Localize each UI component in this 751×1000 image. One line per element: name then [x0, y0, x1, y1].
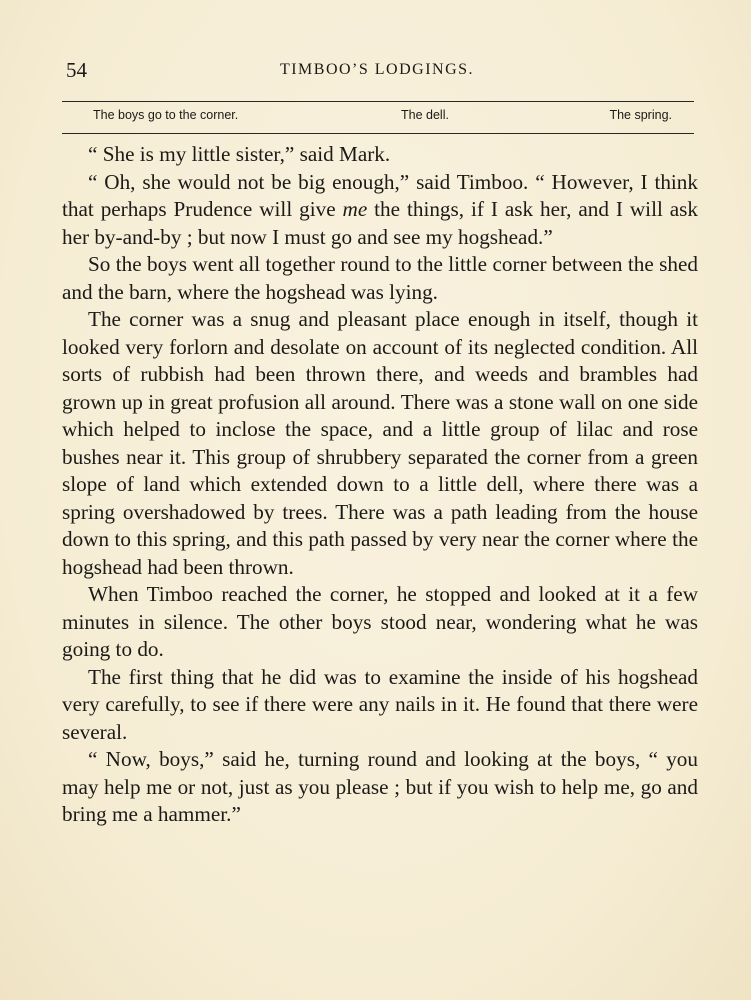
paragraph: “ Oh, she would not be big enough,” said Timboo. “ However, I think that perhaps Prudence will give me the things, if I ask her, and I will ask her by-and-by ; but now I must go and see my hogshead.” [62, 169, 699, 249]
paragraph: “ Now, boys,” said he, turning round and looking at the boys, “ you may help me or not, just as you please ; but if you wish to help me, go and bring me a hammer.” [62, 747, 698, 826]
paragraph: “ She is my little sister,” said Mark. [88, 142, 391, 166]
page-number: 54 [66, 58, 87, 82]
header-rule-bottom [62, 133, 694, 134]
paragraph: The corner was a snug and pleasant place enough in itself, though it looked very forlorn and desolate on account of its neglected condition. All sorts of rubbish had been thrown there, and weeds and brambles had grown up in great profusion all around. There was a stone wall on one side which helped to inclose the space, and a little group of lilac and rose bushes near it. This group of shrubbery separated the corner from a green slope of land which extended down to a little dell, where there was a spring overshadowed by trees. There was a path leading from the house down to this spring, and this path passed by very near the corner where the hogshead had been thrown. [62, 307, 698, 579]
page-header [62, 58, 692, 88]
topic-item: The spring. [609, 108, 672, 122]
topic-summary-line [62, 108, 694, 126]
running-title: TIMBOO’S LODGINGS. [279, 61, 475, 78]
body-text [62, 141, 698, 829]
paragraph: So the boys went all together round to the little corner between the shed and the barn, where the hogshead was lying. [62, 252, 698, 304]
header-rule-top [62, 101, 694, 102]
paragraph: The first thing that he did was to examine the inside of his hogshead very carefully, to see if there were any nails in it. He found that there were several. [62, 664, 698, 744]
topic-item: The dell. [401, 108, 449, 122]
paragraph: When Timboo reached the corner, he stopped and looked at it a few minutes in silence. The other boys stood near, wondering what he was going to do. [62, 582, 698, 661]
topic-item: The boys go to the corner. [93, 108, 239, 122]
emphasized-word: me [342, 197, 368, 221]
